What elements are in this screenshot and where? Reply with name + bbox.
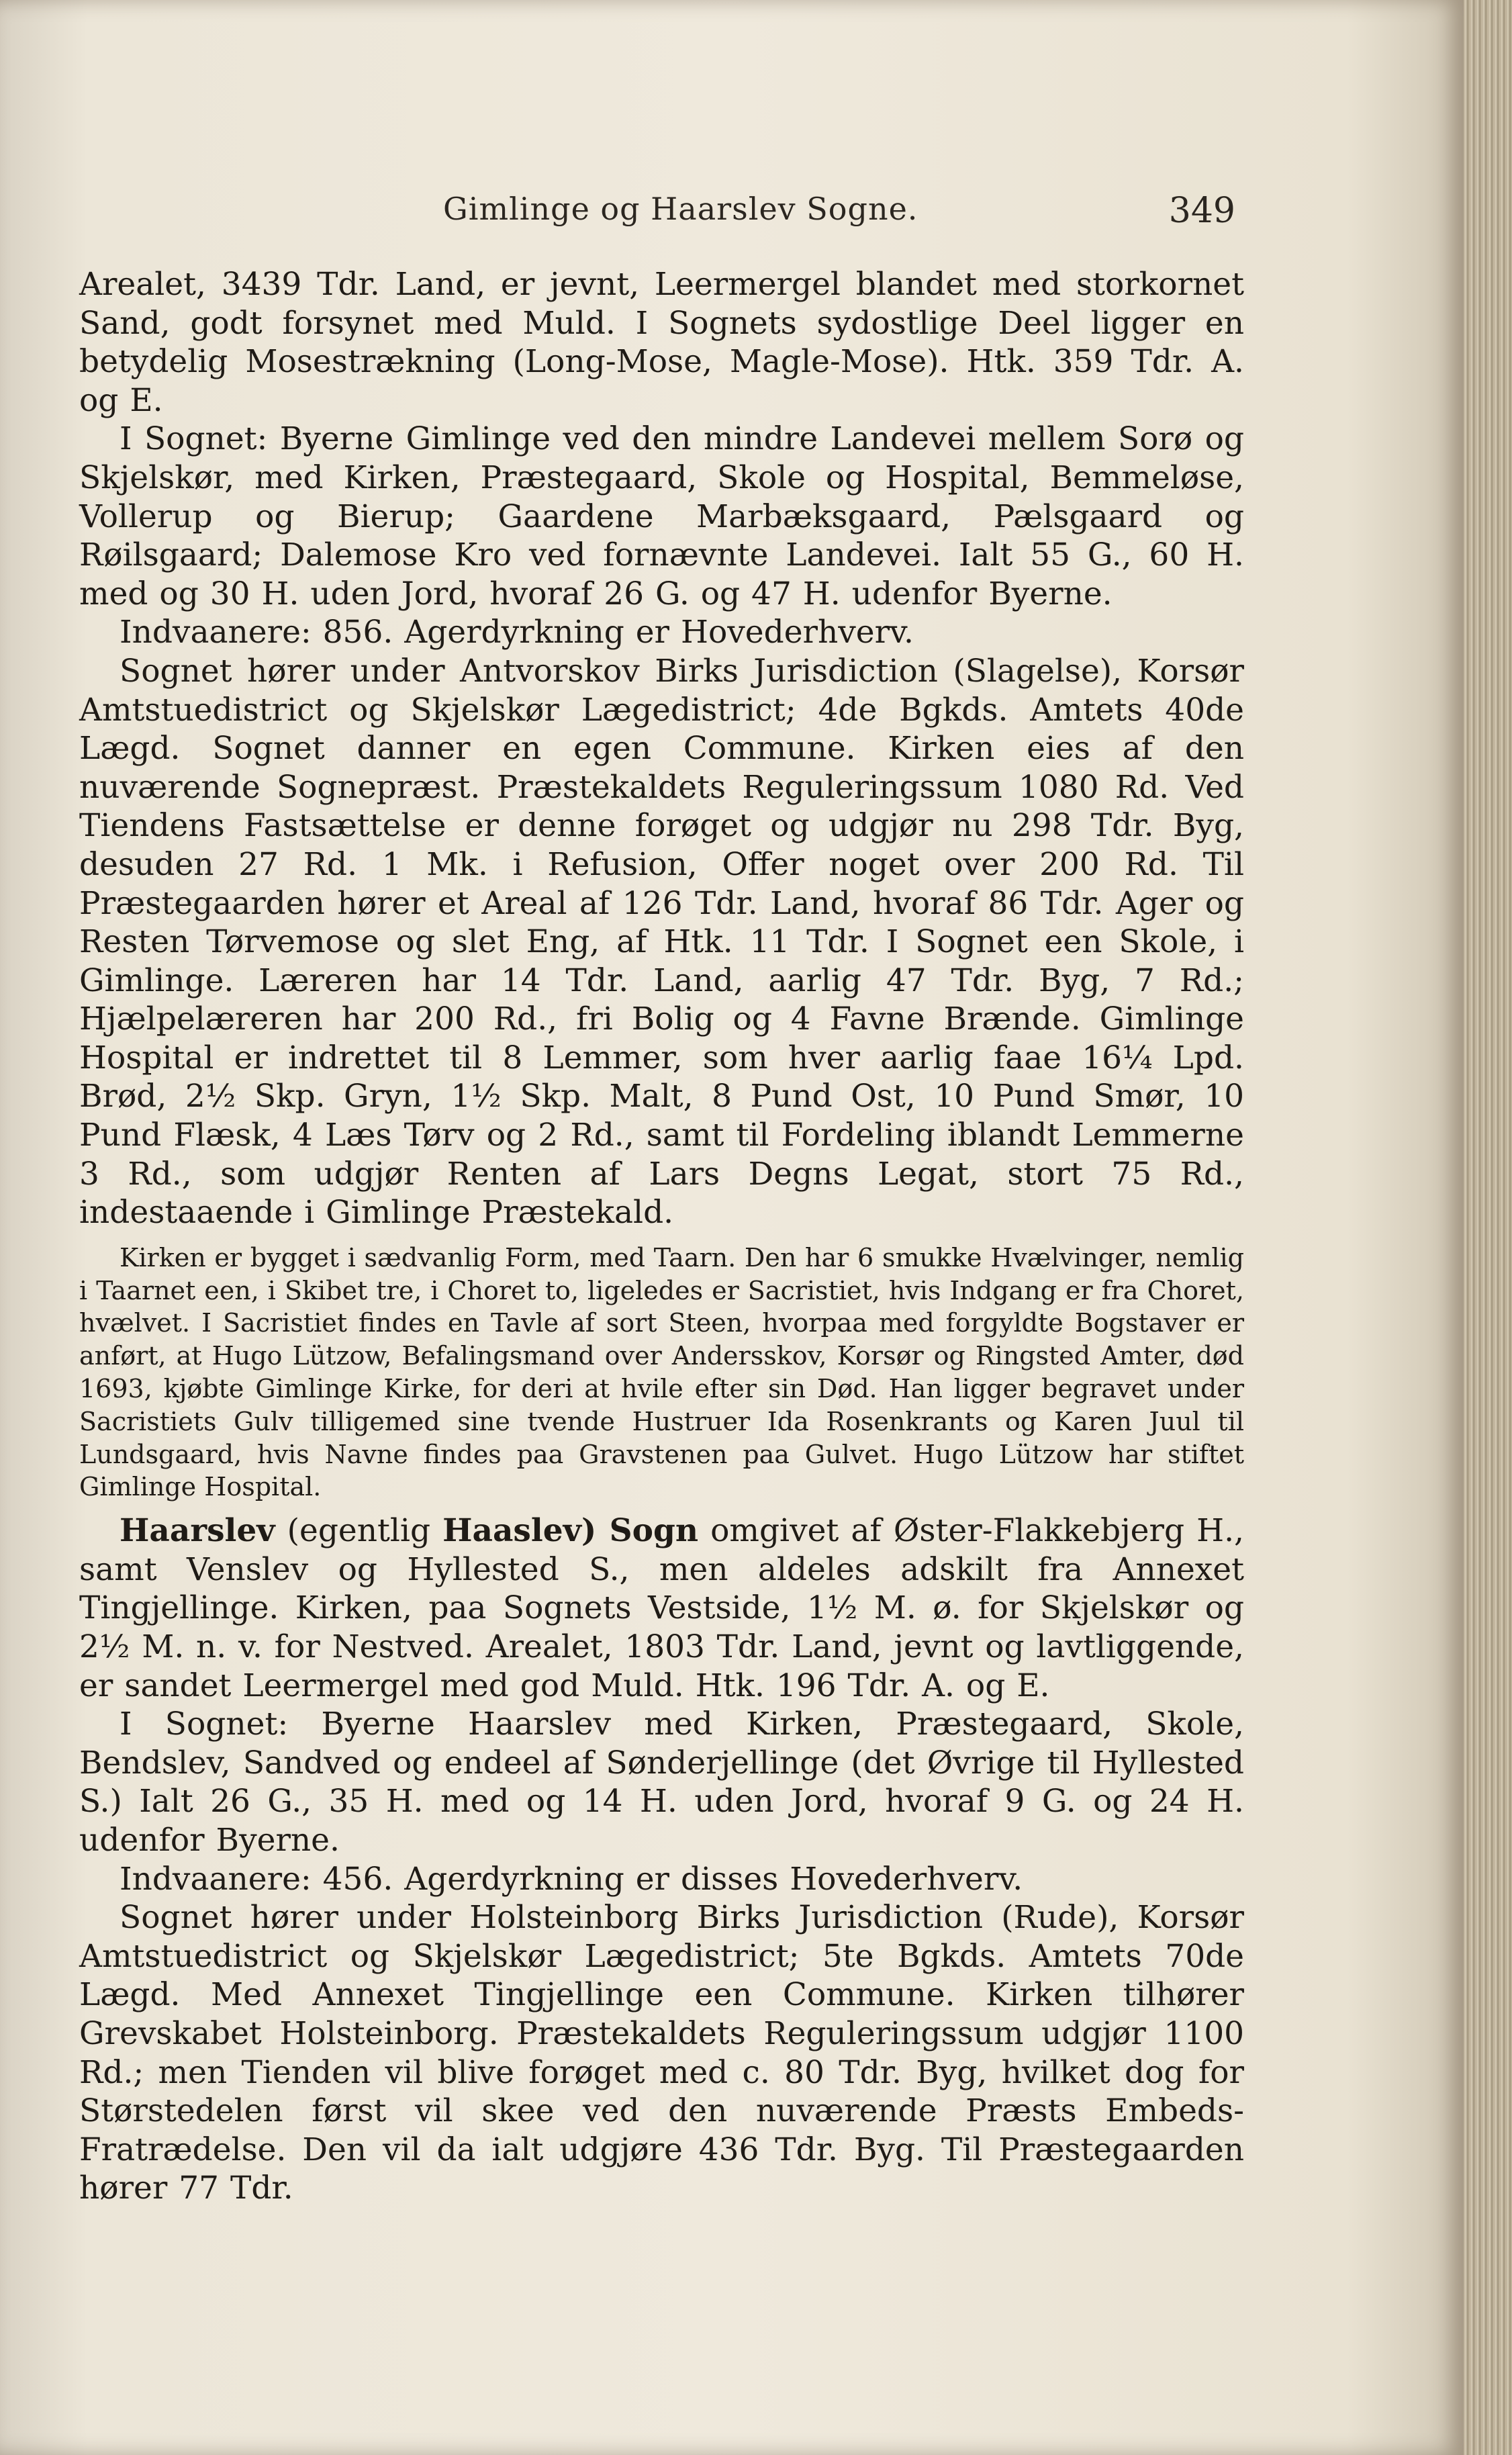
paragraph-haarslev-administration: Sognet hører under Holsteinborg Birks Jurisdiction (Rude), Korsør Amtstuedistrict og Skjelskør Lægedistrict; 5te Bgkds. Amtets 70de Lægd. Med Annexet Tingjellinge een Commune. Kirken tilhører Grevskabet Holsteinborg. Præstekaldets Reguleringssum udgjør 1100 Rd.; men Tienden vil blive forøget med c. 80 Tdr. Byg, hvilket dog for Størstedelen først vil skee ved den nuværende Præsts Embeds-Fratrædelse. Den vil da ialt udgjøre 436 Tdr. Byg. Til Præstegaarden hører 77 Tdr. bbox=[79, 1899, 1244, 2207]
page-title: Gimlinge og Haarslev Sogne. bbox=[443, 191, 918, 227]
page-number: 349 bbox=[1168, 191, 1235, 231]
haarslev-intro-text: omgivet af Øster-Flakkebjerg H., samt Venslev og Hyllested S., men aldeles adskilt fra Annexet Tingjellinge. Kirken, paa Sognets Vestside, 1½ M. ø. for Skjelskør og 2½ M. n. v. for Nestved. Arealet, 1803 Tdr. Land, jevnt og lavtliggende, er sandet Leermergel med god Muld. Htk. 196 Tdr. A. og E. bbox=[79, 1512, 1244, 1704]
paragraph-gimlinge-villages: I Sognet: Byerne Gimlinge ved den mindre Landevei mellem Sorø og Skjelskør, med Kirken, Præstegaard, Skole og Hospital, Bemmeløse, Vollerup og Bierup; Gaardene Marbæksgaard, Pælsgaard og Røilsgaard; Dalemose Kro ved fornævnte Landevei. Ialt 55 G., 60 H. med og 30 H. uden Jord, hvoraf 26 G. og 47 H. udenfor Byerne. bbox=[79, 420, 1244, 612]
haarslev-heading-mid: (egentlig bbox=[275, 1512, 443, 1550]
paragraph-gimlinge-area: Arealet, 3439 Tdr. Land, er jevnt, Leermergel blandet med storkornet Sand, godt forsynet med Muld. I Sognets sydostlige Deel ligger en betydelig Mosestrækning (Long-Mose, Magle-Mose). Htk. 359 Tdr. A. og E. bbox=[79, 266, 1244, 419]
page-edge bbox=[1464, 0, 1512, 2455]
haarslev-heading-alt: Haaslev bbox=[442, 1512, 581, 1550]
paragraph-gimlinge-administration: Sognet hører under Antvorskov Birks Jurisdiction (Slagelse), Korsør Amtstuedistrict og Skjelskør Lægedistrict; 4de Bgkds. Amtets 40de Lægd. Sognet danner en egen Commune. Kirken eies af den nuværende Sognepræst. Præstekaldets Reguleringssum 1080 Rd. Ved Tiendens Fastsættelse er denne forøget og udgjør nu 298 Tdr. Byg, desuden 27 Rd. 1 Mk. i Refusion, Offer noget over 200 Rd. Til Præstegaarden hører et Areal af 126 Tdr. Land, hvoraf 86 Tdr. Ager og Resten Tørvemose og slet Eng, af Htk. 11 Tdr. I Sognet een Skole, i Gimlinge. Læreren har 14 Tdr. Land, aarlig 47 Tdr. Byg, 7 Rd.; Hjælpelæreren har 200 Rd., fri Bolig og 4 Favne Brænde. Gimlinge Hospital er indrettet til 8 Lemmer, som hver aarlig faae 16¼ Lpd. Brød, 2½ Skp. Gryn, 1½ Skp. Malt, 8 Pund Ost, 10 Pund Smør, 10 Pund Flæsk, 4 Læs Tørv og 2 Rd., samt til Fordeling iblandt Lemmerne 3 Rd., som udgjør Renten af Lars Degns Legat, stort 75 Rd., indestaaende i Gimlinge Præstekald. bbox=[79, 652, 1244, 1232]
haarslev-heading: Haarslev bbox=[120, 1512, 275, 1550]
paragraph-haarslev-intro bbox=[79, 1512, 1244, 1705]
paragraph-haarslev-population: Indvaanere: 456. Agerdyrkning er disses Hovederhverv. bbox=[120, 1860, 1023, 1898]
footnote-church: Kirken er bygget i sædvanlig Form, med Taarn. Den har 6 smukke Hvælvinger, nemlig i Taarnet een, i Skibet tre, i Choret to, ligeledes er Sacristiet, hvis Indgang er fra Choret, hvælvet. I Sacristiet findes en Tavle af sort Steen, hvorpaa med forgyldte Bogstaver er anført, at Hugo Lützow, Befalingsmand over Andersskov, Korsør og Ringsted Amter, død 1693, kjøbte Gimlinge Kirke, for deri at hvile efter sin Død. Han ligger begravet under Sacristiets Gulv tilligemed sine tvende Hustruer Ida Rosenkrants og Karen Juul til Lundsgaard, hvis Navne findes paa Gravstenen paa Gulvet. Hugo Lützow har stiftet Gimlinge Hospital. bbox=[79, 1242, 1244, 1502]
running-header bbox=[81, 181, 1235, 242]
paragraph-gimlinge-population: Indvaanere: 856. Agerdyrkning er Hovederhverv. bbox=[120, 614, 914, 651]
haarslev-heading-sogn: ) Sogn bbox=[581, 1512, 699, 1550]
page-body bbox=[79, 265, 1244, 2208]
paragraph-haarslev-villages: I Sognet: Byerne Haarslev med Kirken, Præstegaard, Skole, Bendslev, Sandved og endeel af Sønderjellinge (det Øvrige til Hyllested S.) Ialt 26 G., 35 H. med og 14 H. uden Jord, hvoraf 9 G. og 24 H. udenfor Byerne. bbox=[79, 1706, 1244, 1859]
